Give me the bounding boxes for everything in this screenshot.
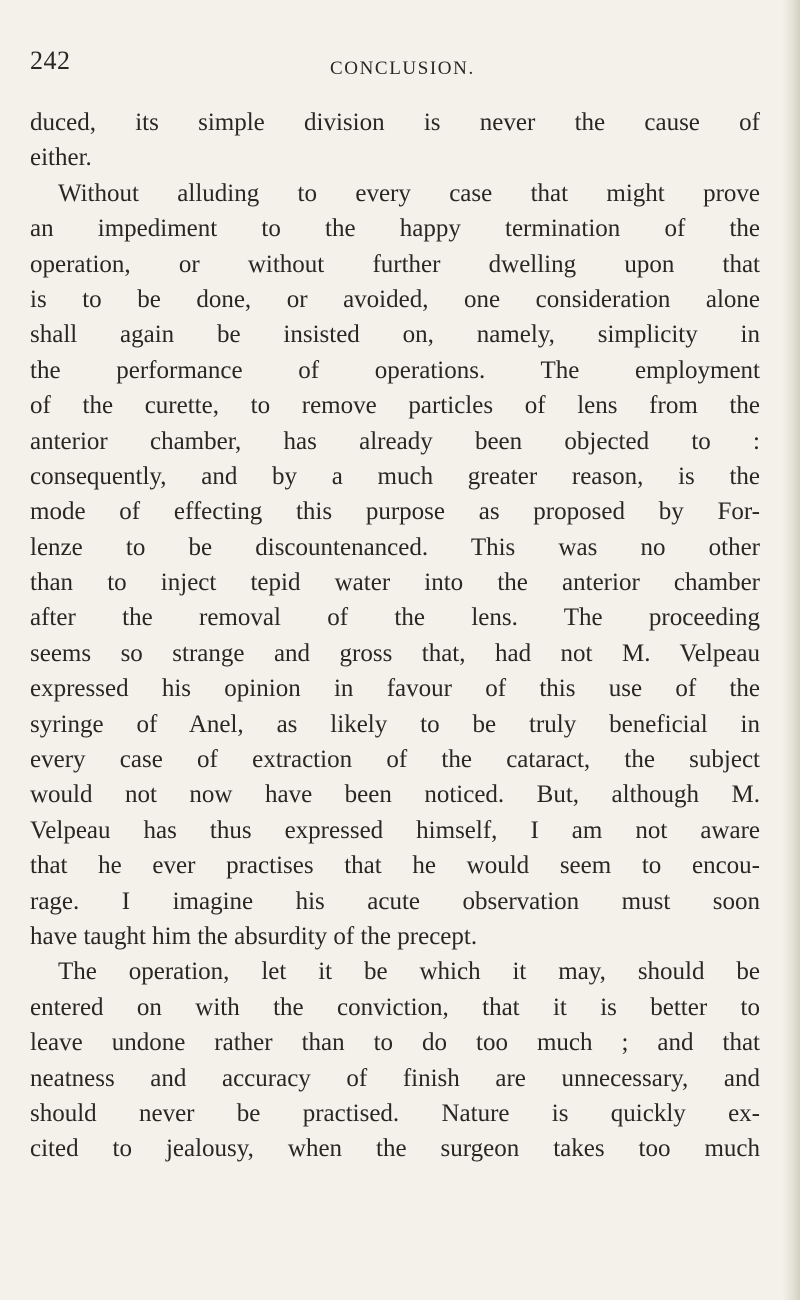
text-line: seems so strange and gross that, had not M. Velpeau <box>30 639 760 667</box>
text-line: entered on with the conviction, that it is better to <box>30 993 760 1021</box>
text-line: leave undone rather than to do too much ; and that <box>30 1029 760 1057</box>
text-line: every case of extraction of the cataract, the subject <box>30 746 760 774</box>
text-line: of the curette, to remove particles of lens from the <box>30 392 760 420</box>
text-line: Without alluding to every case that might prove <box>58 179 760 207</box>
text-line: either. <box>30 144 92 172</box>
text-line: lenze to be discountenanced. This was no other <box>30 533 760 561</box>
text-line: should never be practised. Nature is quickly ex- <box>30 1099 760 1127</box>
page-edge-shadow <box>782 0 800 1300</box>
text-line: cited to jealousy, when the surgeon takes too much <box>30 1135 760 1163</box>
text-line: The operation, let it be which it may, should be <box>58 958 760 986</box>
running-head: CONCLUSION. <box>330 58 475 79</box>
text-line: mode of effecting this purpose as proposed by For- <box>30 498 760 526</box>
text-line: than to inject tepid water into the anterior chamber <box>30 569 760 597</box>
text-line: that he ever practises that he would seem to encou- <box>30 852 760 880</box>
text-line: anterior chamber, has already been objected to : <box>30 427 760 455</box>
page-header <box>0 46 800 86</box>
text-line: shall again be insisted on, namely, simplicity in <box>30 321 760 349</box>
text-line: after the removal of the lens. The proceeding <box>30 604 760 632</box>
text-line: rage. I imagine his acute observation must soon <box>30 887 760 915</box>
text-line: is to be done, or avoided, one consideration alone <box>30 285 760 313</box>
text-line: the performance of operations. The employment <box>30 356 760 384</box>
text-line: expressed his opinion in favour of this use of the <box>30 675 760 703</box>
text-line: consequently, and by a much greater reason, is the <box>30 462 760 490</box>
text-line: duced, its simple division is never the cause of <box>30 109 760 136</box>
text-line: neatness and accuracy of finish are unnecessary, and <box>30 1064 760 1092</box>
body-text <box>30 105 760 1167</box>
text-line: an impediment to the happy termination of the <box>30 215 760 243</box>
text-line: have taught him the absurdity of the precept. <box>30 922 478 950</box>
text-line: operation, or without further dwelling upon that <box>30 250 760 278</box>
text-line: Velpeau has thus expressed himself, I am not aware <box>30 816 760 844</box>
page-number: 242 <box>30 46 71 75</box>
text-line: syringe of Anel, as likely to be truly beneficial in <box>30 710 760 738</box>
text-line: would not now have been noticed. But, although M. <box>30 781 760 809</box>
